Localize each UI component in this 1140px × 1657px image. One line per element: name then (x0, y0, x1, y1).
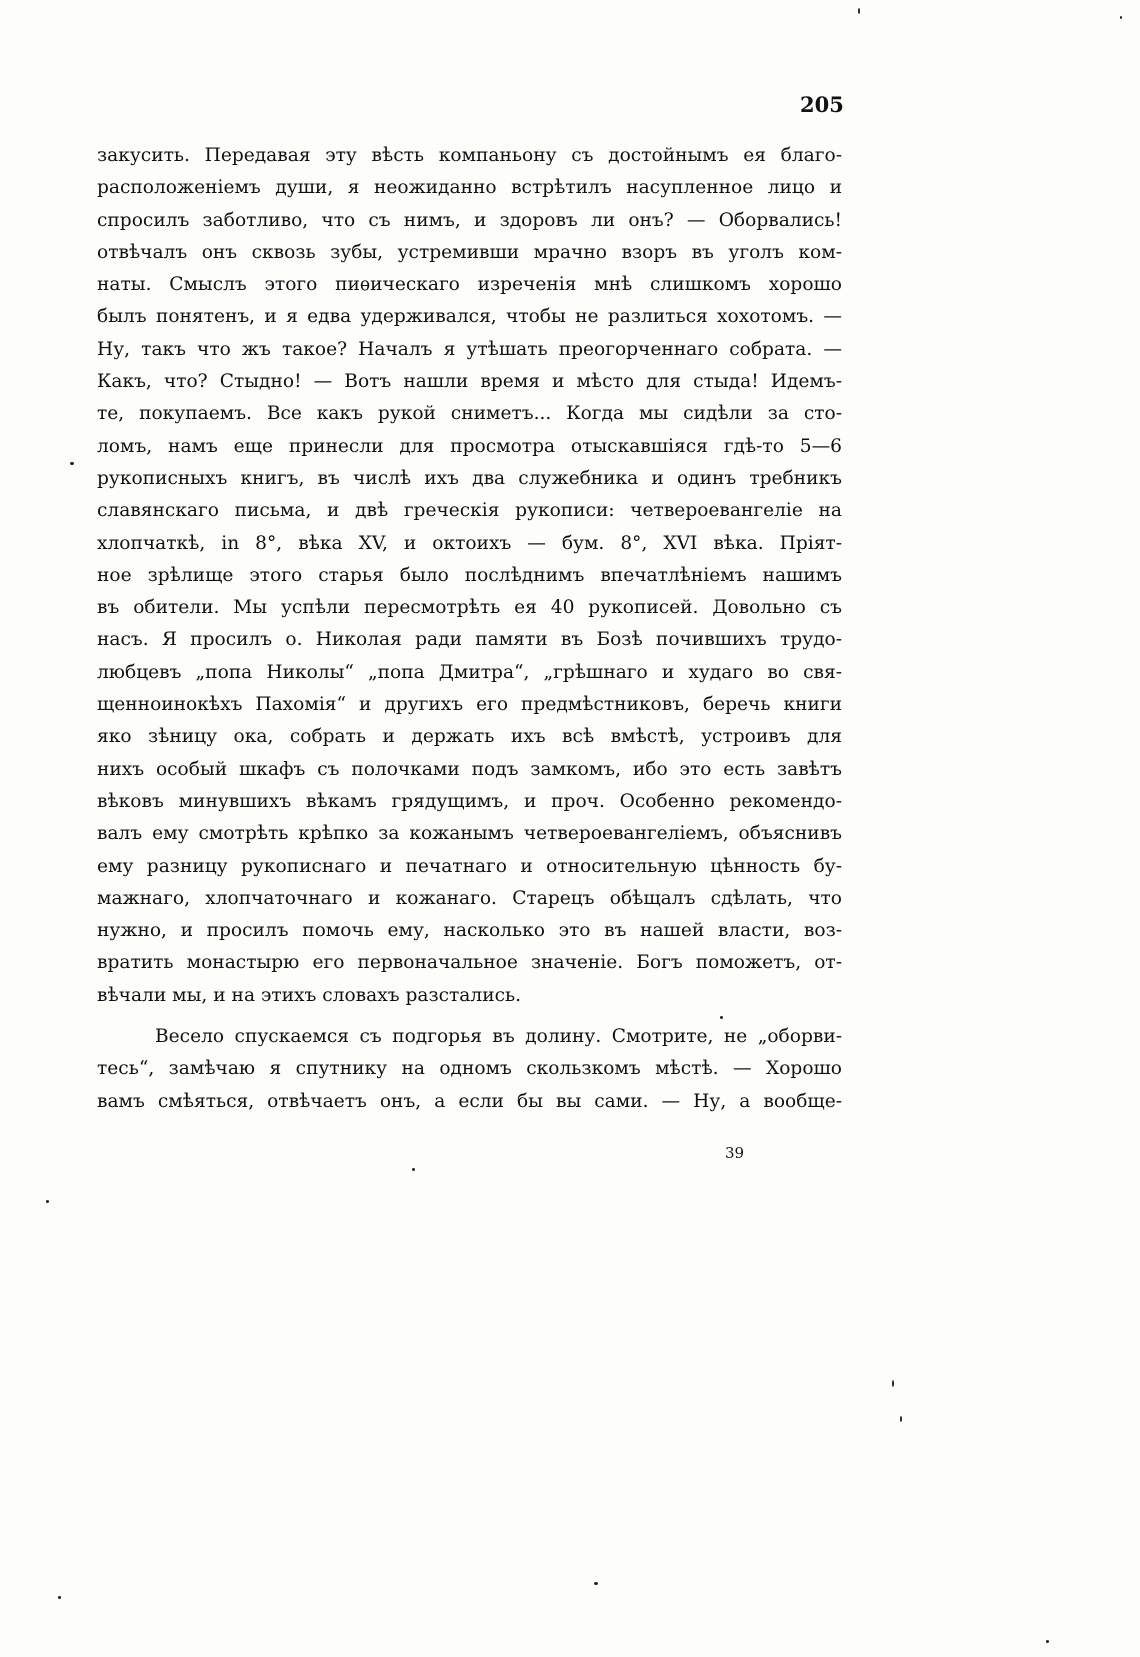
text-line: ломъ, намъ еще принесли для просмотра отыскавшіяся гдѣ-то 5—6 (97, 435, 842, 457)
text-line: славянскаго письма, и двѣ греческія рукописи: четвероевангеліе на (97, 500, 842, 522)
scan-speck (412, 1168, 415, 1171)
text-line: расположеніемъ души, я неожиданно встрѣтилъ насупленное лицо и (97, 177, 842, 199)
text-line: наты. Смыслъ этого пиѳическаго изреченія мнѣ слишкомъ хорошо (97, 274, 842, 296)
text-line: спросилъ заботливо, что съ нимъ, и здоровъ ли онъ? — Оборвались! (97, 209, 842, 231)
text-line: щенноинокѣхъ Пахомія“ и другихъ его предмѣстниковъ, беречь книги (97, 694, 842, 716)
text-line: вѣковъ минувшихъ вѣкамъ грядущимъ, и проч. Особенно рекомендо- (97, 790, 842, 812)
text-line: былъ понятенъ, и я едва удерживался, чтобы не разлиться хохотомъ. — (97, 306, 842, 328)
text-line: отвѣчалъ онъ сквозь зубы, устремивши мрачно взоръ въ уголъ ком- (97, 241, 842, 263)
signature-mark: 39 (725, 1144, 745, 1162)
text-line: мажнаго, хлопчаточнаго и кожанаго. Старецъ обѣщалъ сдѣлать, что (97, 887, 842, 909)
scan-speck (46, 1200, 49, 1203)
text-line: вѣчали мы, и на этихъ словахъ разстались. (97, 984, 522, 1006)
text-line: те, покупаемъ. Все какъ рукой сниметъ... Когда мы сидѣли за сто- (97, 403, 842, 425)
text-line: вратить монастырю его первоначальное значеніе. Богъ поможетъ, от- (97, 952, 842, 974)
page-number: 205 (800, 92, 844, 117)
scan-speck (900, 1416, 902, 1422)
text-line: ему разницу рукописнаго и печатнаго и относительную цѣнность бу- (97, 855, 842, 877)
text-line: валъ ему смотрѣть крѣпко за кожанымъ четвероевангеліемъ, объяснивъ (97, 823, 842, 845)
text-line: Какъ, что? Стыдно! — Вотъ нашли время и мѣсто для стыда! Идемъ- (97, 371, 842, 393)
text-line: хлопчаткѣ, in 8°, вѣка XV, и октоихъ — бум. 8°, XVI вѣка. Пріят- (97, 532, 842, 554)
text-line: тесь“, замѣчаю я спутнику на одномъ скользкомъ мѣстѣ. — Хорошо (97, 1058, 842, 1080)
text-line: вамъ смѣяться, отвѣчаетъ онъ, а если бы вы сами. — Ну, а вообще- (97, 1090, 842, 1112)
scan-speck (892, 1380, 894, 1387)
scan-speck (58, 1596, 61, 1599)
text-line: нужно, и просилъ помочь ему, насколько это въ нашей власти, воз- (97, 920, 842, 942)
scan-speck (720, 1016, 723, 1019)
text-line: насъ. Я просилъ о. Николая ради памяти въ Бозѣ почившихъ трудо- (97, 629, 842, 651)
scan-speck (1120, 16, 1122, 19)
text-line: рукописныхъ книгъ, въ числѣ ихъ два служебника и одинъ требникъ (97, 467, 842, 489)
body-text (97, 140, 842, 1118)
text-line: Ну, такъ что жъ такое? Началъ я утѣшать преогорченнаго собрата. — (97, 338, 842, 360)
text-line: нихъ особый шкафъ съ полочками подъ замкомъ, ибо это есть завѣтъ (97, 758, 842, 780)
text-line: въ обители. Мы успѣли пересмотрѣть ея 40 рукописей. Довольно съ (97, 597, 842, 619)
scan-speck (70, 462, 74, 465)
text-line: Весело спускаемся съ подгорья въ долину. Смотрите, не „оборви- (155, 1026, 842, 1048)
text-line: яко зѣницу ока, собрать и держать ихъ всѣ вмѣстѣ, устроивъ для (97, 726, 842, 748)
text-line: закусить. Передавая эту вѣсть компаньону съ достойнымъ ея благо- (97, 145, 842, 166)
text-line: любцевъ „попа Николы“ „попа Дмитра“, „грѣшнаго и худаго во свя- (97, 661, 842, 683)
scan-speck (858, 8, 860, 14)
text-line: ное зрѣлище этого старья было послѣднимъ впечатлѣніемъ нашимъ (97, 564, 842, 586)
scan-speck (594, 1582, 598, 1585)
scan-speck (1046, 1640, 1049, 1643)
